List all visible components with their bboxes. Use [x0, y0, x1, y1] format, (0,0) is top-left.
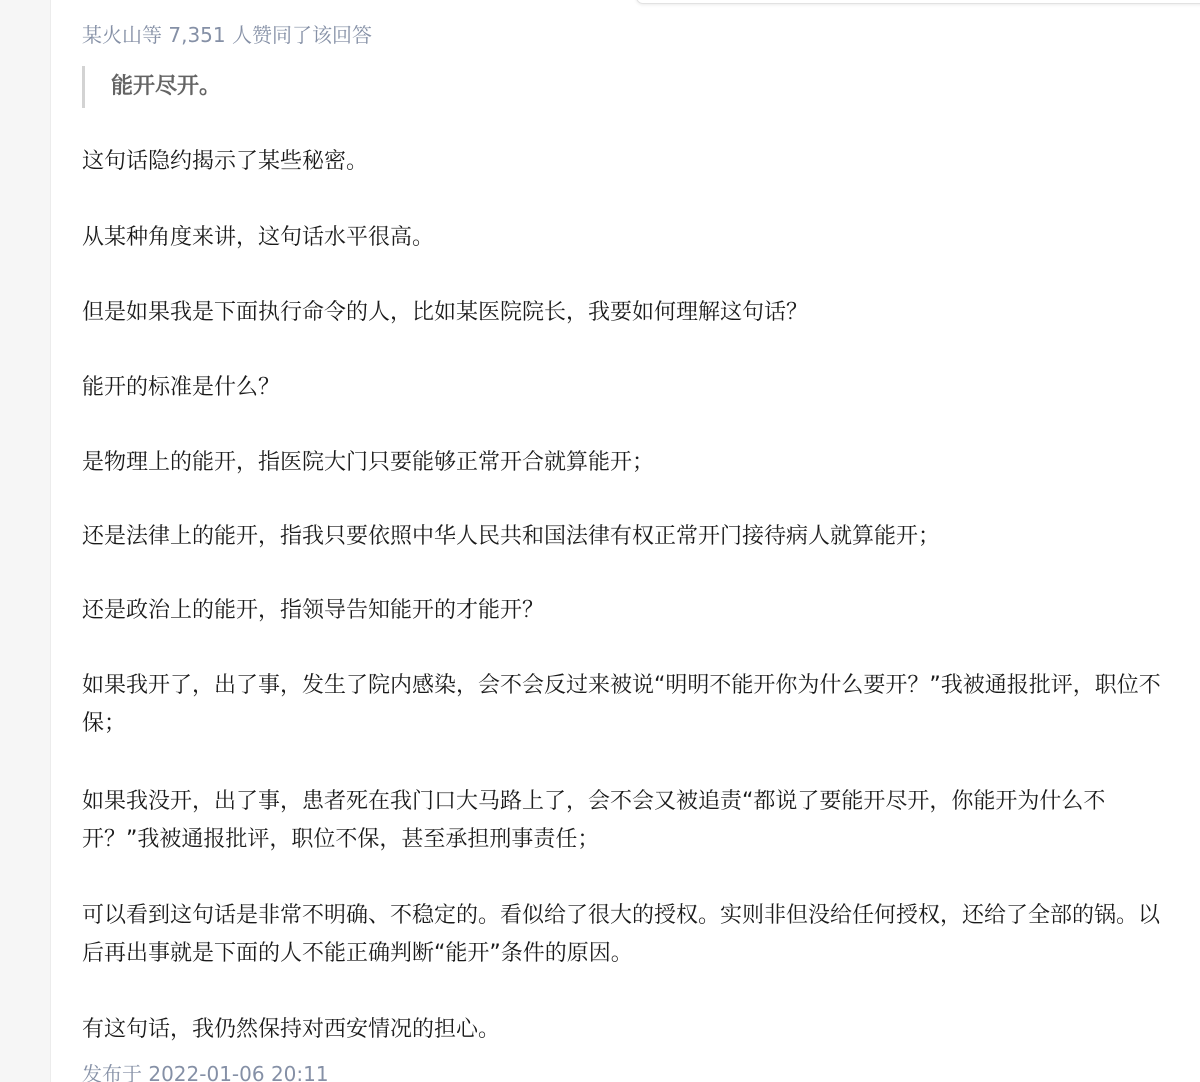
published-time-link[interactable]: 发布于 2022-01-06 20:11	[82, 1062, 329, 1082]
voters-summary[interactable]: 某火山等 7,351 人赞同了该回答	[82, 23, 372, 47]
answer-paragraph-6: 还是法律上的能开，指我只要依照中华人民共和国法律有权正常开门接待病人就算能开；	[82, 524, 941, 549]
answer-paragraph-3: 但是如果我是下面执行命令的人，比如某医院院长，我要如何理解这句话？	[82, 300, 809, 325]
blockquote: 能开尽开。	[82, 66, 221, 108]
answer-paragraph-1: 这句话隐约揭示了某些秘密。	[82, 149, 369, 174]
answer-paragraph-9: 如果我没开，出了事，患者死在我门口大马路上了，会不会又被追责“都说了要能开尽开，你能开为什么不开？”我被通报批评，职位不保，甚至承担刑事责任；	[82, 789, 1106, 852]
answer-paragraph-11: 有这句话，我仍然保持对西安情况的担心。	[82, 1017, 501, 1042]
answer-paragraph-7: 还是政治上的能开，指领导告知能开的才能开？	[82, 598, 545, 623]
top-dropdown-panel	[636, 0, 1200, 4]
answer-paragraph-10: 可以看到这句话是非常不明确、不稳定的。看似给了很大的授权。实则非但没给任何授权，还给了全部的锅。以后再出事就是下面的人不能正确判断“能开”条件的原因。	[82, 903, 1161, 966]
answer-paragraph-5: 是物理上的能开，指医院大门只要能够正常开合就算能开；	[82, 450, 655, 475]
answer-paragraph-8: 如果我开了，出了事，发生了院内感染，会不会反过来被说“明明不能开你为什么要开？”我被通报批评，职位不保；	[82, 673, 1161, 736]
answer-paragraph-4: 能开的标准是什么？	[82, 375, 281, 400]
answer-paragraph-2: 从某种角度来讲，这句话水平很高。	[82, 225, 435, 250]
